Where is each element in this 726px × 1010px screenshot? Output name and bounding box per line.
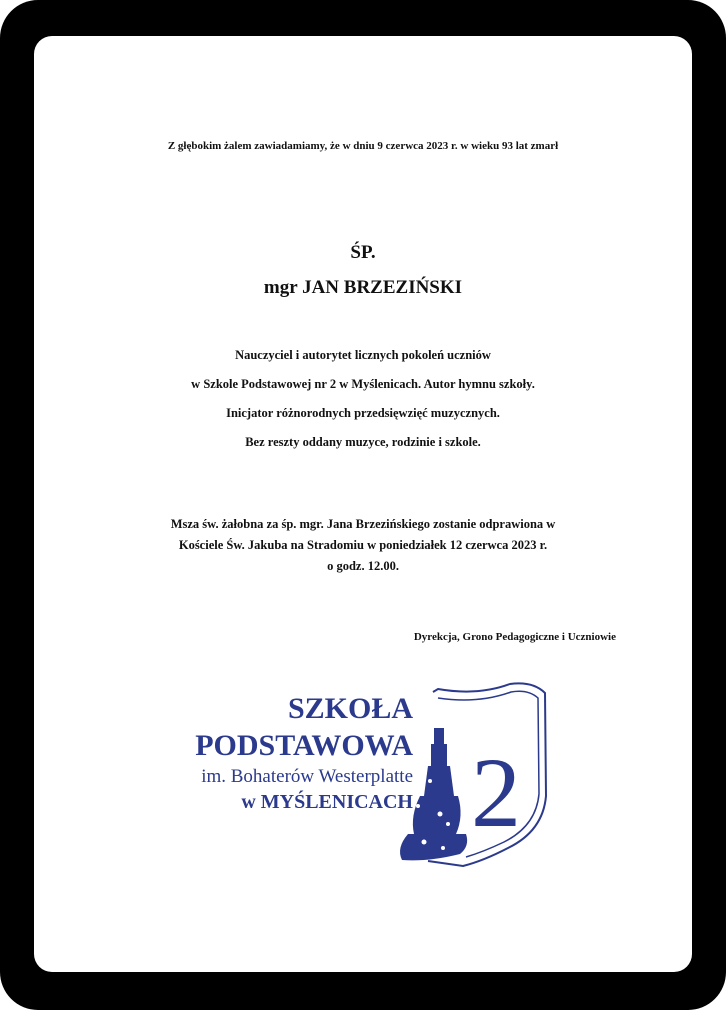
deceased-prefix: ŚP. bbox=[350, 242, 376, 263]
bio-line: Inicjator różnorodnych przedsięwzięć muzycznych. bbox=[226, 406, 500, 420]
logo-line-school: SZKOŁA bbox=[287, 692, 413, 725]
mass-line: Msza św. żałobna za śp. mgr. Jana Brzezińskiego zostanie odprawiona w bbox=[170, 517, 556, 531]
obituary-document bbox=[34, 36, 692, 972]
deceased-name: mgr JAN BRZEZIŃSKI bbox=[263, 277, 463, 298]
logo-line-primary: PODSTAWOWA bbox=[195, 729, 413, 762]
logo-line-town: w MYŚLENICACH bbox=[241, 791, 413, 813]
mass-announcement bbox=[34, 514, 692, 577]
intro-text: Z głębokim żalem zawiadamiamy, że w dniu 9 czerwca 2023 r. w wieku 93 lat zmarł bbox=[167, 140, 559, 152]
logo-number: 2 bbox=[471, 737, 521, 848]
mass-line: Kościele Św. Jakuba na Stradomiu w poniedziałek 12 czerwca 2023 r. bbox=[178, 538, 548, 552]
biography bbox=[34, 345, 692, 461]
bio-line: Nauczyciel i autorytet licznych pokoleń uczniów bbox=[235, 348, 491, 362]
bio-line: Bez reszty oddany muzyce, rodzinie i szkole. bbox=[245, 435, 481, 449]
signature: Dyrekcja, Grono Pedagogiczne i Uczniowie bbox=[413, 631, 616, 643]
logo-line-patron: im. Bohaterów Westerplatte bbox=[201, 766, 413, 787]
bio-line: w Szkole Podstawowej nr 2 w Myślenicach. Autor hymnu szkoły. bbox=[191, 377, 535, 391]
mass-line: o godz. 12.00. bbox=[327, 559, 399, 573]
school-logo bbox=[128, 656, 598, 880]
